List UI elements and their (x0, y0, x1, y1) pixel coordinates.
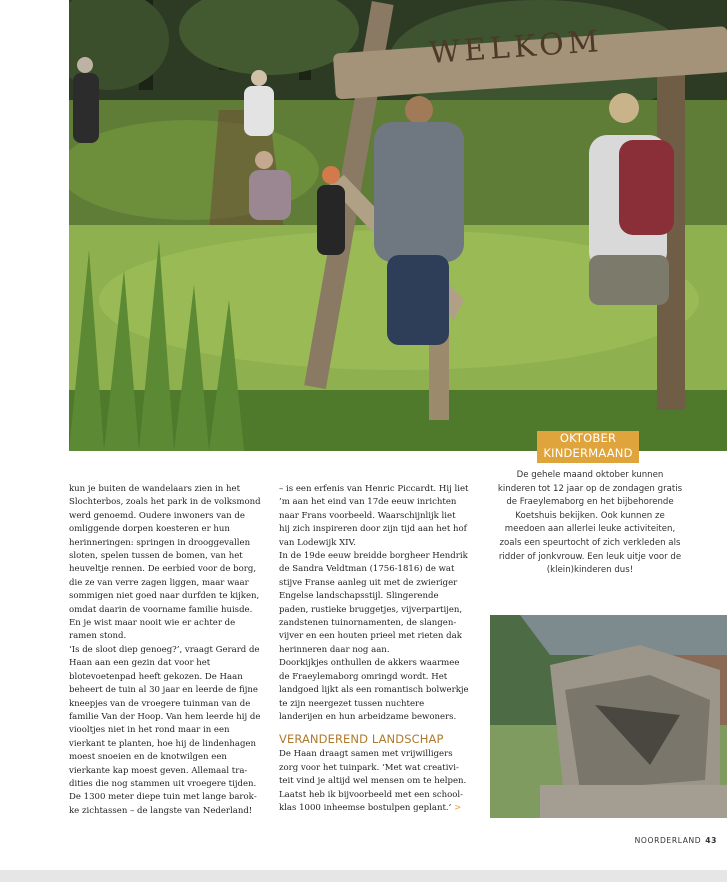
paragraph: kun je buiten de wandelaars zien in het Slochterbos, zoals het park in de volksmond werd genoemd. Oudere inwoners van de omliggende dorpen koesteren er hun herinneringen: springen in drooggevallen sloten, spelen tussen de bomen, van het heuveltje rennen. De eerbied voor de borg, die ze van verre zagen liggen, maar waar sommigen niet goed naar durfden te kijken, omdat daarin de voorname familie huisde. En je wist maar nooit wie er achter de ramen stond. (69, 484, 261, 642)
sundial-photo (490, 615, 727, 818)
hero-photo-illustration (69, 0, 727, 451)
tag-line-2: KINDERMAAND (543, 446, 633, 460)
body-column-1 (69, 483, 264, 818)
paragraph: In de 19de eeuw breidde borgheer Hendrik de Sandra Veldtman (1756-1816) de wat stijve Franse aanleg uit met de zwieriger Engelse landschapsstijl. Slingerende paden, rustieke bruggetjes, vijverpartijen, zandstenen tuinornamenten, de slangenvijver en een houten prieel met rieten dak herinneren daar nog aan. (279, 551, 468, 655)
sidebar-text: De gehele maand oktober kunnen kinderen tot 12 jaar op de zondagen gratis de Fraeylemaborg en het bijbehorende Koetshuis bekijken. Ook kunnen ze meedoen aan allerlei leuke activiteiten, zoals een speurtocht of zich verkleden als ridder of jonkvrouw. Een leuk uitje voor de (klein)kinderen dus! (497, 470, 683, 576)
welkom-sign-text: WELKOM (427, 23, 604, 72)
magazine-name: NOORDERLAND (634, 836, 702, 845)
hero-photo (69, 0, 727, 451)
paragraph-last (279, 748, 469, 815)
paragraph: ‘Is de sloot diep genoeg?’, vraagt Gerard de Haan aan een gezin dat voor het blotevoetenpad heeft gekozen. De Haan beheert de tuin al 30 jaar en leerde de fijne kneepjes van de vroegere tuinman van de familie Van der Hoop. Van hem leerde hij de viooltjes niet in het rond maar in een vierkant te planten, hoe hij de lindenhagen moest snoeien en de knotwilgen een vierkante kap moest geven. Allemaal tradities die nog stammen uit vroegere tijden. De 1300 meter diepe tuin met lange barokke zichtassen – de langste van Nederland! (69, 644, 261, 816)
page-footer (635, 836, 717, 845)
sundial-illustration (490, 615, 727, 818)
page-number: 43 (705, 836, 717, 845)
paragraph: – is een erfenis van Henric Piccardt. Hij liet ’m aan het eind van 17de eeuw inrichten naar Frans voorbeeld. Waarschijnlijk liet hij zich inspireren door zijn tijd aan het hof van Lodewijk XIV. (279, 484, 469, 548)
page-edge-shadow (0, 870, 727, 882)
paragraph-text: De Haan draagt samen met vrijwilligers zorg voor het tuinpark. ‘Met wat creativiteit vind je altijd wel mensen om te helpen. Laatst heb ik bijvoorbeeld met een schoolklas 1000 inheemse bostulpen geplant.’ (279, 749, 467, 813)
section-subheading: VERANDEREND LANDSCHAP (279, 732, 444, 747)
body-column-2 (279, 483, 469, 815)
sidebar-tag (537, 431, 639, 463)
continue-marker: > (454, 802, 462, 813)
paragraph: Doorkijkjes onthullen de akkers waarmee de Fraeylemaborg omringd wordt. Het landgoed lijkt als een romantisch bolwerkje te zijn neergezet tussen nuchtere landerijen en hun arbeidzame bewoners. (279, 658, 469, 722)
tag-line-1: OKTOBER (559, 431, 617, 445)
